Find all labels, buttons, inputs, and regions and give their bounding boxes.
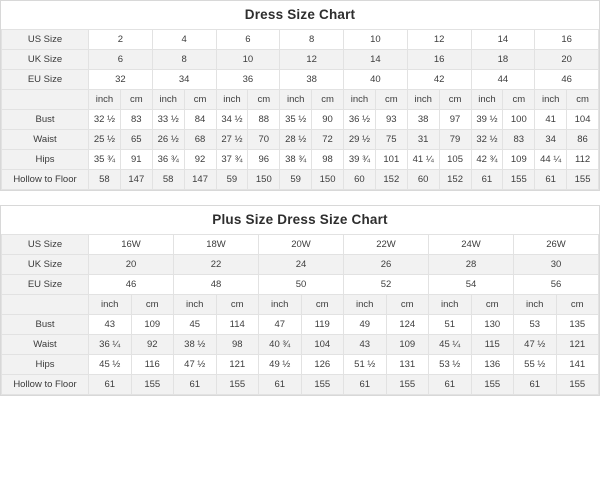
table-cell: 121 — [216, 355, 259, 375]
table-cell: 38 — [407, 110, 439, 130]
row-label: Waist — [2, 335, 89, 355]
table-cell: 42 ¾ — [471, 150, 503, 170]
table-cell: 32 — [89, 70, 153, 90]
table-cell: 119 — [301, 315, 344, 335]
table-cell: 115 — [471, 335, 514, 355]
table-cell: cm — [471, 295, 514, 315]
table-cell: 104 — [301, 335, 344, 355]
table-cell: cm — [216, 295, 259, 315]
table-cell: 98 — [216, 335, 259, 355]
table-cell: 109 — [503, 150, 535, 170]
table-cell: inch — [429, 295, 472, 315]
table-cell: 42 — [407, 70, 471, 90]
table-cell: 86 — [567, 130, 599, 150]
table-cell: 61 — [174, 375, 217, 395]
table-cell: 155 — [131, 375, 174, 395]
table-cell: 53 ½ — [429, 355, 472, 375]
table-cell: 121 — [556, 335, 599, 355]
table-cell: inch — [89, 90, 121, 110]
table-cell: inch — [535, 90, 567, 110]
table-cell: 24W — [429, 235, 514, 255]
table-cell: 104 — [567, 110, 599, 130]
table-cell: inch — [152, 90, 184, 110]
table-cell: 141 — [556, 355, 599, 375]
table-cell: 61 — [471, 170, 503, 190]
table-cell: 33 ½ — [152, 110, 184, 130]
table-cell: 155 — [386, 375, 429, 395]
table-cell: 44 — [471, 70, 535, 90]
table-cell: 35 ¾ — [89, 150, 121, 170]
table-cell: 65 — [120, 130, 152, 150]
table-cell: 6 — [89, 50, 153, 70]
table-cell: 51 — [429, 315, 472, 335]
table-cell: cm — [556, 295, 599, 315]
row-label: UK Size — [2, 50, 89, 70]
table-cell: 59 — [216, 170, 248, 190]
table-cell: 55 ½ — [514, 355, 557, 375]
table-cell: 56 — [514, 275, 599, 295]
table-cell: 26 — [344, 255, 429, 275]
table-cell: 61 — [259, 375, 302, 395]
table-cell: 155 — [556, 375, 599, 395]
table-cell: cm — [131, 295, 174, 315]
table-row — [2, 130, 599, 150]
table-cell: 2 — [89, 30, 153, 50]
table-cell: 83 — [120, 110, 152, 130]
table-cell: 16 — [407, 50, 471, 70]
table-cell: 61 — [344, 375, 387, 395]
table-cell: inch — [344, 90, 376, 110]
table-cell: 36 ¼ — [89, 335, 132, 355]
table-cell: 8 — [280, 30, 344, 50]
table-cell: inch — [174, 295, 217, 315]
table-row — [2, 110, 599, 130]
table-cell: 61 — [535, 170, 567, 190]
table-cell: 147 — [184, 170, 216, 190]
table-cell: 126 — [301, 355, 344, 375]
table-cell: 109 — [386, 335, 429, 355]
chart-title-standard: Dress Size Chart — [1, 1, 599, 29]
table-cell: 43 — [89, 315, 132, 335]
table-cell: 60 — [407, 170, 439, 190]
table-cell: 31 — [407, 130, 439, 150]
row-label: Hips — [2, 355, 89, 375]
table-cell: inch — [89, 295, 132, 315]
table-cell: 150 — [312, 170, 344, 190]
table-cell: 27 ½ — [216, 130, 248, 150]
table-cell: 90 — [312, 110, 344, 130]
table-cell: 70 — [248, 130, 280, 150]
table-cell: 147 — [120, 170, 152, 190]
table-row — [2, 275, 599, 295]
table-cell: 39 ½ — [471, 110, 503, 130]
table-cell: 18 — [471, 50, 535, 70]
table-cell: inch — [471, 90, 503, 110]
table-cell: 38 — [280, 70, 344, 90]
table-cell: 25 ½ — [89, 130, 121, 150]
table-cell: 155 — [216, 375, 259, 395]
table-cell: 16W — [89, 235, 174, 255]
table-cell: 101 — [375, 150, 407, 170]
table-cell: inch — [259, 295, 302, 315]
table-cell: 45 ½ — [89, 355, 132, 375]
plus-size-dress-chart — [0, 205, 600, 396]
table-cell: 32 ½ — [471, 130, 503, 150]
table-cell: cm — [312, 90, 344, 110]
table-cell: inch — [514, 295, 557, 315]
table-cell: 47 — [259, 315, 302, 335]
table-cell: 12 — [407, 30, 471, 50]
row-label: US Size — [2, 30, 89, 50]
row-label — [2, 90, 89, 110]
row-label: Hips — [2, 150, 89, 170]
table-cell: 38 ½ — [174, 335, 217, 355]
table-cell: inch — [216, 90, 248, 110]
row-label: UK Size — [2, 255, 89, 275]
table-cell: 58 — [152, 170, 184, 190]
table-cell: 79 — [439, 130, 471, 150]
table-cell: 109 — [131, 315, 174, 335]
table-row — [2, 235, 599, 255]
table-cell: 48 — [174, 275, 259, 295]
table-cell: 61 — [429, 375, 472, 395]
table-row — [2, 170, 599, 190]
chart-spacer — [0, 191, 600, 205]
table-cell: 14 — [471, 30, 535, 50]
table-cell: 135 — [556, 315, 599, 335]
table-cell: 34 — [535, 130, 567, 150]
table-cell: 40 ¾ — [259, 335, 302, 355]
table-cell: 30 — [514, 255, 599, 275]
table-row — [2, 315, 599, 335]
table-cell: cm — [301, 295, 344, 315]
table-cell: 92 — [131, 335, 174, 355]
row-label: Waist — [2, 130, 89, 150]
table-row — [2, 255, 599, 275]
table-cell: 152 — [439, 170, 471, 190]
table-cell: 20 — [89, 255, 174, 275]
table-cell: 83 — [503, 130, 535, 150]
table-cell: 24 — [259, 255, 344, 275]
table-cell: 35 ½ — [280, 110, 312, 130]
table-cell: inch — [407, 90, 439, 110]
table-cell: 39 ¾ — [344, 150, 376, 170]
table-cell: 26W — [514, 235, 599, 255]
table-cell: 36 — [216, 70, 280, 90]
table-cell: 91 — [120, 150, 152, 170]
table-cell: 130 — [471, 315, 514, 335]
table-cell: 114 — [216, 315, 259, 335]
table-cell: cm — [567, 90, 599, 110]
table-cell: 131 — [386, 355, 429, 375]
table-cell: 112 — [567, 150, 599, 170]
table-cell: 61 — [89, 375, 132, 395]
table-cell: 20 — [535, 50, 599, 70]
chart-title-plus: Plus Size Dress Size Chart — [1, 206, 599, 234]
table-cell: 93 — [375, 110, 407, 130]
table-cell: 100 — [503, 110, 535, 130]
table-cell: 155 — [503, 170, 535, 190]
table-cell: 34 ½ — [216, 110, 248, 130]
row-label: US Size — [2, 235, 89, 255]
table-cell: cm — [375, 90, 407, 110]
table-cell: 36 ¾ — [152, 150, 184, 170]
table-cell: 52 — [344, 275, 429, 295]
table-cell: 20W — [259, 235, 344, 255]
table-cell: 105 — [439, 150, 471, 170]
table-cell: 44 ¼ — [535, 150, 567, 170]
table-cell: 26 ½ — [152, 130, 184, 150]
table-cell: 72 — [312, 130, 344, 150]
table-cell: 16 — [535, 30, 599, 50]
table-cell: 12 — [280, 50, 344, 70]
table-cell: inch — [280, 90, 312, 110]
table-cell: 96 — [248, 150, 280, 170]
row-label: EU Size — [2, 275, 89, 295]
table-cell: inch — [344, 295, 387, 315]
table-cell: 4 — [152, 30, 216, 50]
table-cell: 88 — [248, 110, 280, 130]
table-row — [2, 335, 599, 355]
table-cell: 152 — [375, 170, 407, 190]
table-cell: 47 ½ — [174, 355, 217, 375]
table-cell: 46 — [89, 275, 174, 295]
table-cell: cm — [386, 295, 429, 315]
table-cell: 43 — [344, 335, 387, 355]
plus-size-table-body — [2, 235, 599, 395]
table-cell: 28 ½ — [280, 130, 312, 150]
table-cell: 54 — [429, 275, 514, 295]
table-cell: 22W — [344, 235, 429, 255]
table-cell: 84 — [184, 110, 216, 130]
row-label: Hollow to Floor — [2, 170, 89, 190]
table-cell: cm — [120, 90, 152, 110]
row-label: EU Size — [2, 70, 89, 90]
table-cell: 155 — [301, 375, 344, 395]
table-row — [2, 90, 599, 110]
table-cell: 116 — [131, 355, 174, 375]
table-cell: 50 — [259, 275, 344, 295]
table-cell: cm — [439, 90, 471, 110]
table-cell: 98 — [312, 150, 344, 170]
table-cell: 150 — [248, 170, 280, 190]
table-cell: 61 — [514, 375, 557, 395]
table-cell: 6 — [216, 30, 280, 50]
table-cell: 53 — [514, 315, 557, 335]
table-cell: 45 — [174, 315, 217, 335]
plus-size-table — [1, 234, 599, 395]
dress-size-chart — [0, 0, 600, 191]
table-cell: cm — [503, 90, 535, 110]
table-cell: 51 ½ — [344, 355, 387, 375]
table-cell: 59 — [280, 170, 312, 190]
table-cell: 97 — [439, 110, 471, 130]
table-cell: 75 — [375, 130, 407, 150]
table-cell: 92 — [184, 150, 216, 170]
table-row — [2, 150, 599, 170]
table-row — [2, 50, 599, 70]
table-cell: 60 — [344, 170, 376, 190]
table-cell: 14 — [344, 50, 408, 70]
table-cell: 10 — [344, 30, 408, 50]
table-cell: 68 — [184, 130, 216, 150]
table-cell: 28 — [429, 255, 514, 275]
table-cell: 40 — [344, 70, 408, 90]
table-cell: 49 — [344, 315, 387, 335]
table-cell: 155 — [471, 375, 514, 395]
table-cell: 29 ½ — [344, 130, 376, 150]
table-cell: 49 ½ — [259, 355, 302, 375]
standard-size-table — [1, 29, 599, 190]
standard-size-table-body — [2, 30, 599, 190]
table-cell: 58 — [89, 170, 121, 190]
table-cell: 10 — [216, 50, 280, 70]
row-label — [2, 295, 89, 315]
row-label: Bust — [2, 110, 89, 130]
row-label: Bust — [2, 315, 89, 335]
table-cell: 155 — [567, 170, 599, 190]
table-cell: 18W — [174, 235, 259, 255]
table-cell: 41 ¼ — [407, 150, 439, 170]
table-cell: 46 — [535, 70, 599, 90]
table-row — [2, 30, 599, 50]
table-cell: 45 ¼ — [429, 335, 472, 355]
table-cell: 8 — [152, 50, 216, 70]
table-row — [2, 295, 599, 315]
row-label: Hollow to Floor — [2, 375, 89, 395]
table-cell: 41 — [535, 110, 567, 130]
table-cell: 124 — [386, 315, 429, 335]
table-row — [2, 355, 599, 375]
table-row — [2, 70, 599, 90]
table-row — [2, 375, 599, 395]
table-cell: 136 — [471, 355, 514, 375]
table-cell: cm — [184, 90, 216, 110]
table-cell: 38 ¾ — [280, 150, 312, 170]
table-cell: 47 ½ — [514, 335, 557, 355]
table-cell: 34 — [152, 70, 216, 90]
table-cell: 37 ¾ — [216, 150, 248, 170]
table-cell: 22 — [174, 255, 259, 275]
table-cell: 36 ½ — [344, 110, 376, 130]
table-cell: cm — [248, 90, 280, 110]
table-cell: 32 ½ — [89, 110, 121, 130]
